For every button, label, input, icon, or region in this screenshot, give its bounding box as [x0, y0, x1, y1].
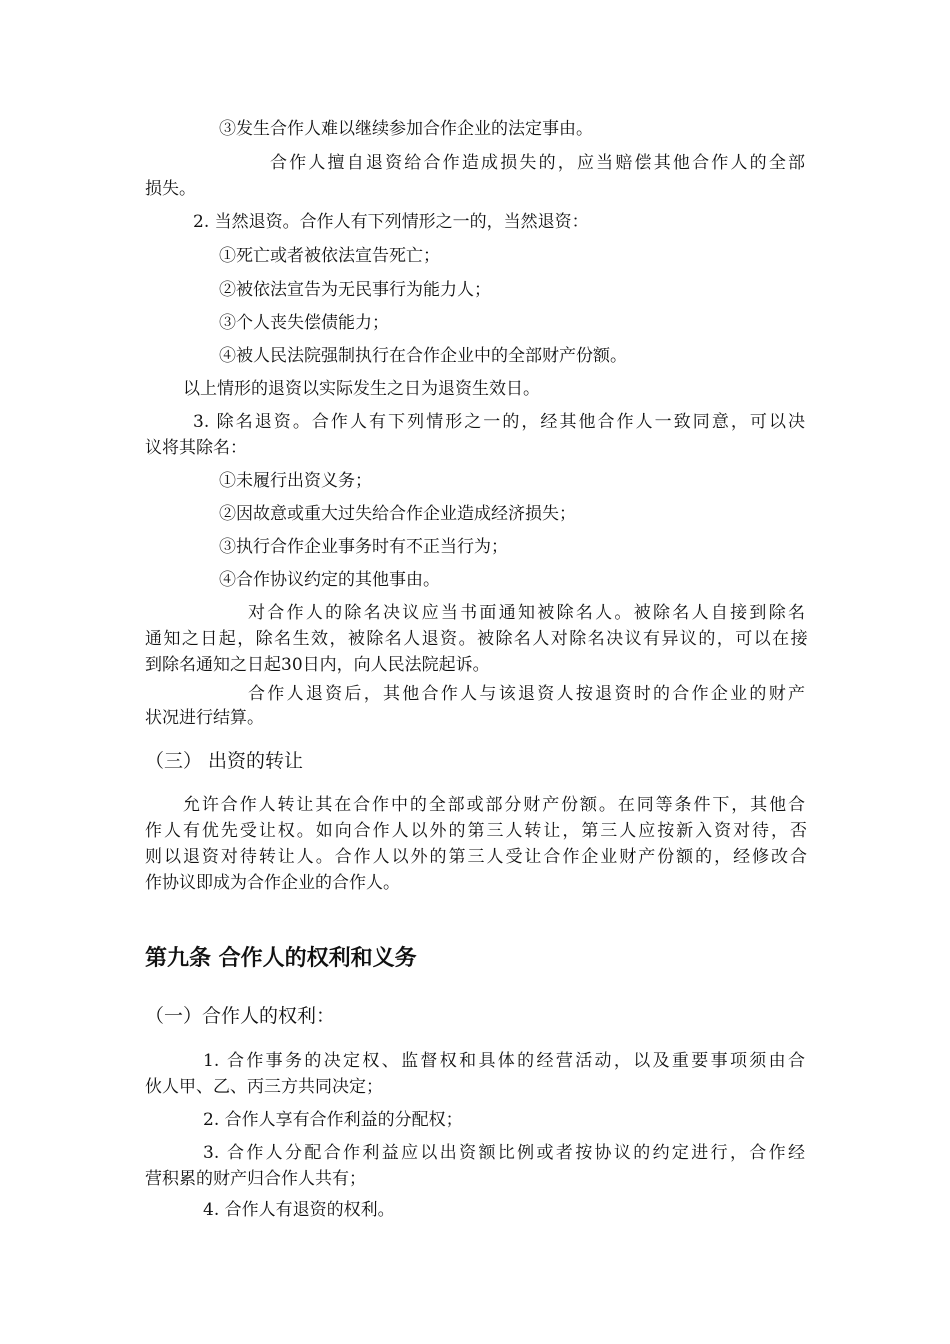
item-automatic-2: ②被依法宣告为无民事行为能力人； [219, 280, 491, 300]
right-item-1-line1: 1. 合作事务的决定权、监督权和具体的经营活动，以及重要事项须由合 [203, 1051, 805, 1071]
item-expulsion-1: ①未履行出资义务； [219, 471, 372, 491]
paragraph-settlement-line2: 状况进行结算。 [145, 708, 264, 728]
item-automatic-4: ④被人民法院强制执行在合作企业中的全部财产份额。 [219, 346, 627, 366]
heading-partner-rights: （一）合作人的权利： [145, 1005, 336, 1027]
clause-automatic-withdrawal: 2. 当然退资。合作人有下列情形之一的，当然退资： [193, 212, 589, 232]
paragraph-expulsion-notice-line1: 对合作人的除名决议应当书面通知被除名人。被除名人自接到除名 [248, 603, 805, 623]
paragraph-unauthorized-withdrawal-line1: 合作人擅自退资给合作造成损失的，应当赔偿其他合作人的全部 [270, 153, 805, 173]
clause-expulsion-line2: 议将其除名： [145, 438, 247, 458]
paragraph-effective-date: 以上情形的退资以实际发生之日为退资生效日。 [183, 379, 540, 399]
item-withdrawal-reason-3: ③发生合作人难以继续参加合作企业的法定事由。 [219, 119, 593, 139]
heading-capital-transfer: （三） 出资的转让 [145, 750, 304, 772]
item-automatic-3: ③个人丧失偿债能力； [219, 313, 389, 333]
item-automatic-1: ①死亡或者被依法宣告死亡； [219, 246, 440, 266]
paragraph-expulsion-notice-line2: 通知之日起，除名生效，被除名人退资。被除名人对除名决议有异议的，可以在接 [145, 629, 807, 649]
item-expulsion-2: ②因故意或重大过失给合作企业造成经济损失； [219, 504, 576, 524]
paragraph-unauthorized-withdrawal-line2: 损失。 [145, 179, 196, 199]
paragraph-settlement-line1: 合作人退资后，其他合作人与该退资人按退资时的合作企业的财产 [248, 684, 805, 704]
right-item-3-line1: 3. 合作人分配合作利益应以出资额比例或者按协议的约定进行，合作经 [203, 1143, 805, 1163]
right-item-2: 2. 合作人享有合作利益的分配权； [203, 1110, 463, 1130]
clause-expulsion-line1: 3. 除名退资。合作人有下列情形之一的，经其他合作人一致同意，可以决 [193, 412, 805, 432]
paragraph-transfer-line1: 允许合作人转让其在合作中的全部或部分财产份额。在同等条件下，其他合 [183, 795, 805, 815]
item-expulsion-3: ③执行合作企业事务时有不正当行为； [219, 537, 508, 557]
paragraph-transfer-line3: 则以退资对待转让人。合作人以外的第三人受让合作企业财产份额的，经修改合 [145, 847, 807, 867]
paragraph-expulsion-notice-line3: 到除名通知之日起30日内，向人民法院起诉。 [145, 655, 490, 675]
right-item-1-line2: 伙人甲、乙、丙三方共同决定； [145, 1077, 383, 1097]
heading-article-9: 第九条 合作人的权利和义务 [145, 946, 417, 971]
paragraph-transfer-line2: 作人有优先受让权。如向合作人以外的第三人转让，第三人应按新入资对待，否 [145, 821, 807, 841]
right-item-3-line2: 营积累的财产归合作人共有； [145, 1169, 366, 1189]
paragraph-transfer-line4: 作协议即成为合作企业的合作人。 [145, 873, 400, 893]
right-item-4: 4. 合作人有退资的权利。 [203, 1200, 395, 1220]
item-expulsion-4: ④合作协议约定的其他事由。 [219, 570, 440, 590]
